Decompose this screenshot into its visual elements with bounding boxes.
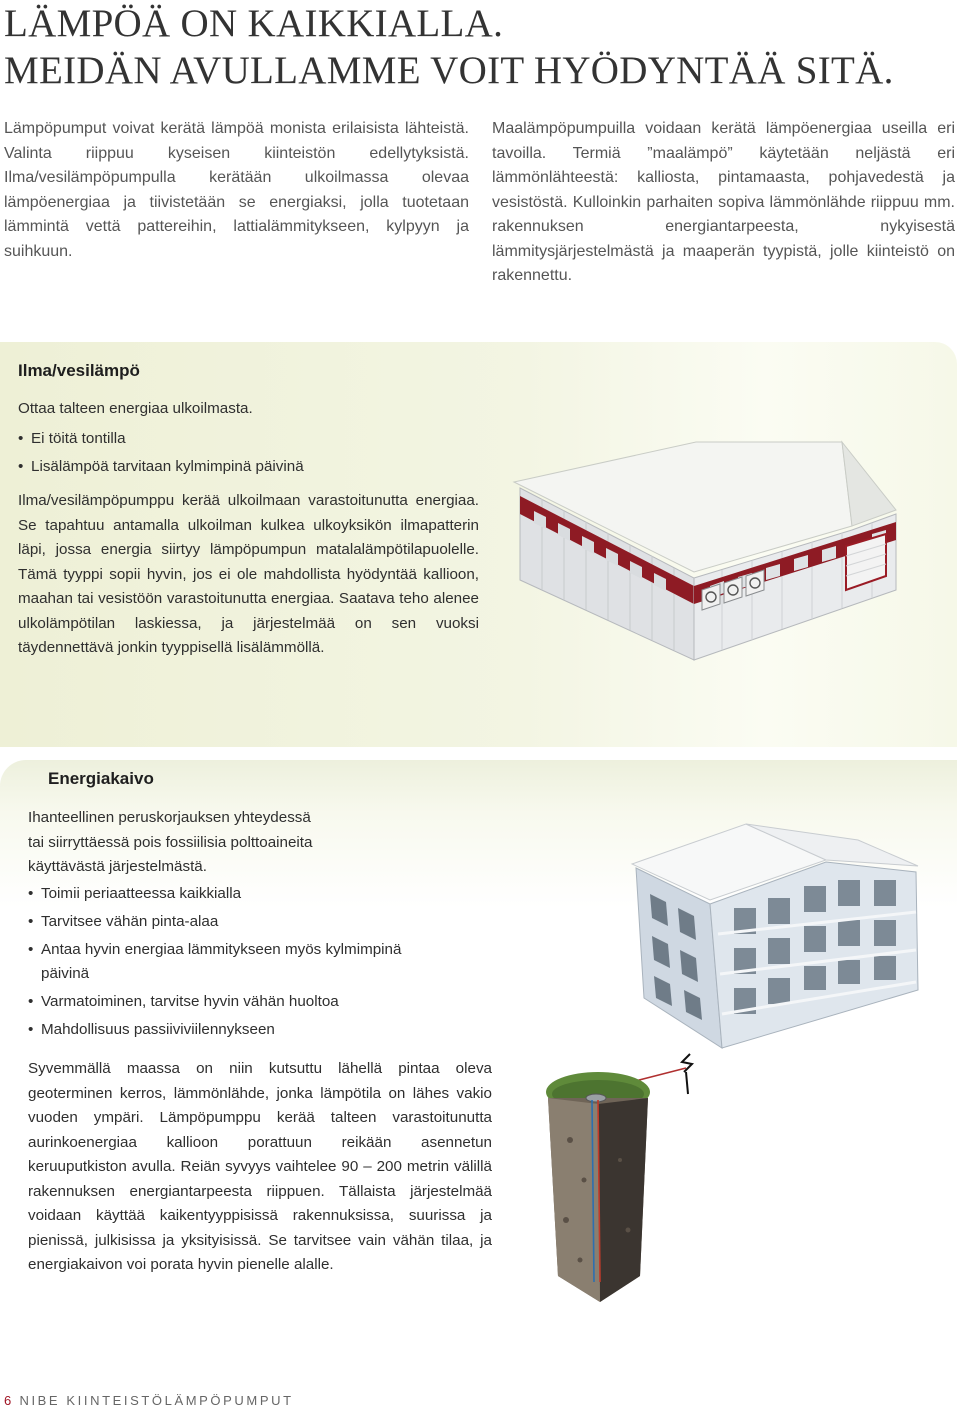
energy-well-intro xyxy=(28,806,488,880)
list-item: • Varmatoiminen, tarvitse hyvin vähän huoltoa xyxy=(28,990,448,1014)
apartment-building-illustration xyxy=(626,822,926,1052)
list-item: • Lisälämpöä tarvitaan kylmimpinä päivinä xyxy=(18,453,488,481)
footer-brand: NIBE KIINTEISTÖLÄMPÖPUMPUT xyxy=(19,1393,294,1408)
intro-left-paragraph: Lämpöpumput voivat kerätä lämpöä monista erilaisista lähteistä. Valinta riippuu kyseisen kiinteistön edellytyksistä. Ilma/vesilämpöpumpulla kerätään ulkoilmassa olevaa lämpöenergiaa ja tiivistetään se energiaksi, jolla tuotetaan lämmintä vettä pattereihin, lattialämmitykseen, kylpyyn ja suihkuun. xyxy=(4,120,469,260)
list-item: • Ei töitä tontilla xyxy=(18,425,488,453)
title-line-1: LÄMPÖÄ ON KAIKKIALLA. xyxy=(4,2,504,45)
page-footer xyxy=(4,1393,294,1408)
air-water-subtitle: Ottaa talteen energiaa ulkoilmasta. xyxy=(18,400,253,417)
list-item: • Mahdollisuus passiiviviilennykseen xyxy=(28,1018,448,1042)
intro-right-paragraph: Maalämpöpumpuilla voidaan kerätä lämpöenergiaa useilla eri tavoilla. Termiä ”maalämpö” käytetään neljästä eri lämmönlähteestä: kalliosta, pintamaasta, pohjavedestä ja vesistöstä. Kulloinkin parhaiten sopiva lämmönlähde riippuu mm. rakennuksen energiantarpeesta, nykyisestä lämmitysjärjestelmästä ja maaperän tyypistä, jolle kiinteistö on rakennettu. xyxy=(492,120,955,284)
title-line-2: MEIDÄN AVULLAMME VOIT HYÖDYNTÄÄ SITÄ. xyxy=(4,49,894,92)
warehouse-illustration xyxy=(512,440,908,662)
list-item: • Toimii periaatteessa kaikkialla xyxy=(28,882,448,906)
energy-well-bullet-list xyxy=(28,882,448,1041)
page-title xyxy=(4,0,894,94)
intro-line: tai siirryttäessä pois fossiilisia polttoaineita xyxy=(28,833,313,851)
intro-line: Ihanteellinen peruskorjauksen yhteydessä xyxy=(28,809,311,826)
page-number: 6 xyxy=(4,1393,14,1408)
air-water-heading: Ilma/vesilämpö xyxy=(18,361,140,380)
energy-well-heading: Energiakaivo xyxy=(48,769,154,788)
list-item: • Antaa hyvin energiaa lämmitykseen myös kylmimpinä päivinä xyxy=(28,938,448,985)
air-water-body: Ilma/vesilämpöpumppu kerää ulkoilmaan varastoitunutta energiaa. Se tapahtuu antamalla ulkoilman kulkea ulkoyksikön ilmapatterin läpi, jossa energia siirtyy lämpöpumpun matalalämpötilapuolelle. Tämä tyyppi sopii hyvin, jos ei ole mahdollista hyödyntää kallioon, maahan tai vesistöön varastoitunutta energiaa. Saatava teho alenee ulkolämpötilan laskiessa, ja järjestelmää on sen vuoksi täydennettävä jonkin tyyppisellä lisälämmöllä. xyxy=(18,492,479,656)
intro-line: käyttävästä järjestelmästä. xyxy=(28,858,207,875)
air-water-bullet-list xyxy=(18,425,488,481)
energy-well-illustration xyxy=(540,1050,720,1310)
list-item: • Tarvitsee vähän pinta-alaa xyxy=(28,910,448,934)
energy-well-body: Syvemmällä maassa on niin kutsuttu lähellä pintaa oleva geoterminen kerros, lämmönlähde, jonka lämpötila on lähes vakio vuoden ympäri. Lämpöpumppu kerää talteen varastoitunutta aurinkoenergiaa kallioon porattuun reikään asennetun keruuputkiston avulla. Reiän syvyys vaihtelee 90 – 200 metrin välillä rakennuksen energiantarpeesta riippuen. Tällaista järjestelmää voidaan käyttää kaikentyyppisissä rakennuksissa, suurissa ja pienissä, julkisissa ja yksityisissä. Se tarvitsee vain vähän tilaa, ja energiakaivon voi porata hyvin pienelle alalle. xyxy=(28,1060,492,1273)
